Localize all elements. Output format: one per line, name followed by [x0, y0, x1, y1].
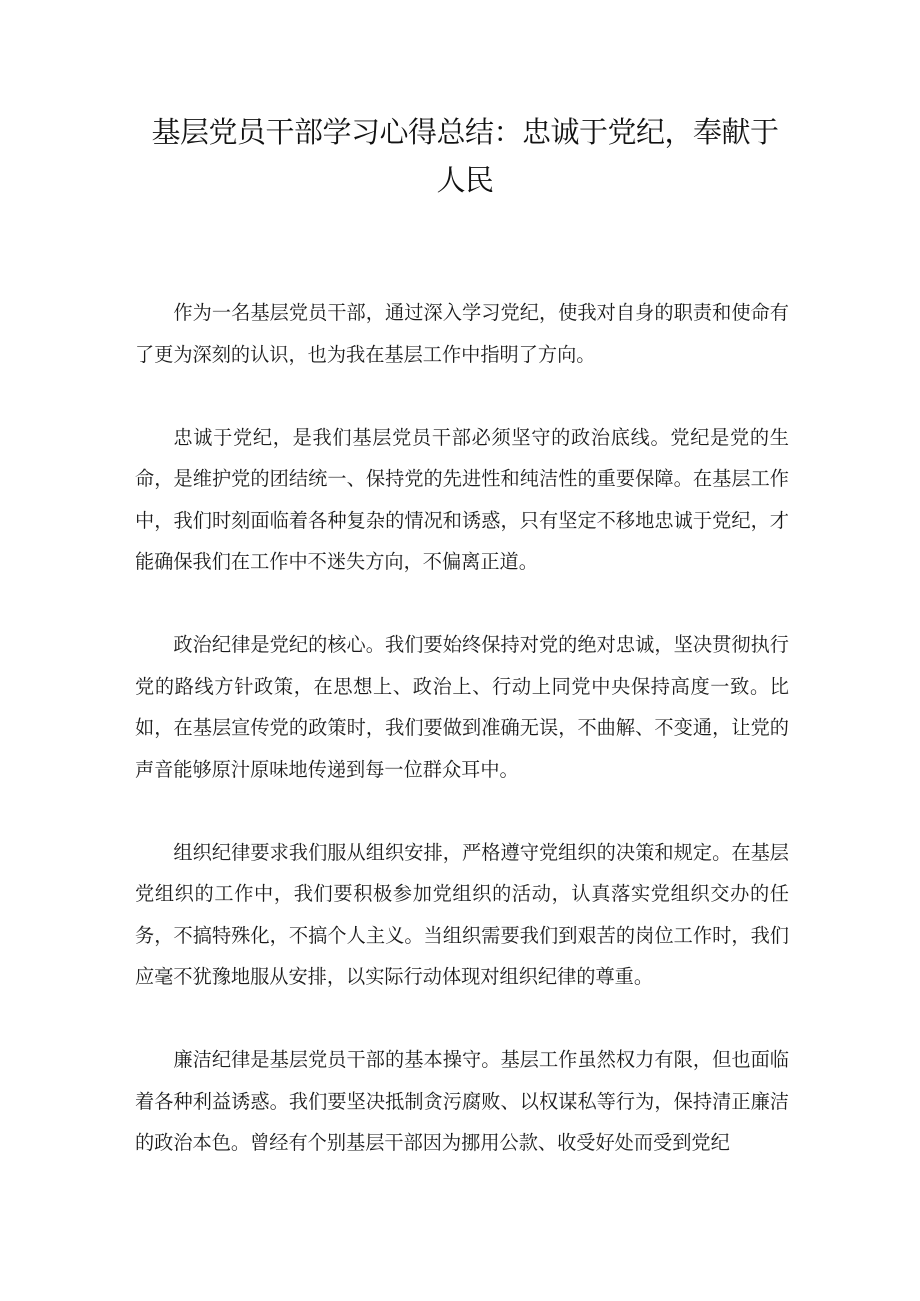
paragraph-political-discipline: 政治纪律是党纪的核心。我们要始终保持对党的绝对忠诚，坚决贯彻执行党的路线方针政策，在思想上、政治上、行动上同党中央保持高度一致。比如，在基层宣传党的政策时，我们要做到准确无误，不曲解、不变通，让党的声音能够原汁原味地传递到每一位群众耳中。: [135, 633, 789, 781]
paragraph-loyalty: 忠诚于党纪，是我们基层党员干部必须坚守的政治底线。党纪是党的生命，是维护党的团结统一、保持党的先进性和纯洁性的重要保障。在基层工作中，我们时刻面临着各种复杂的情况和诱惑，只有坚定不移地忠诚于党纪，才能确保我们在工作中不迷失方向，不偏离正道。: [135, 425, 789, 573]
document-title: 基层党员干部学习心得总结：忠诚于党纪，奉献于人民: [151, 115, 779, 197]
paragraph-organizational-discipline: 组织纪律要求我们服从组织安排，严格遵守党组织的决策和规定。在基层党组织的工作中，我们要积极参加党组织的活动，认真落实党组织交办的任务，不搞特殊化，不搞个人主义。当组织需要我们到艰苦的岗位工作时，我们应毫不犹豫地服从安排，以实际行动体现对组织纪律的尊重。: [135, 840, 789, 988]
document-body: [135, 292, 789, 1205]
paragraph-intro: 作为一名基层党员干部，通过深入学习党纪，使我对自身的职责和使命有了更为深刻的认识，也为我在基层工作中指明了方向。: [135, 301, 789, 366]
paragraph-integrity-discipline: 廉洁纪律是基层党员干部的基本操守。基层工作虽然权力有限，但也面临着各种利益诱惑。我们要坚决抵制贪污腐败、以权谋私等行为，保持清正廉洁的政治本色。曾经有个别基层干部因为挪用公款、收受好处而受到党纪: [135, 1048, 789, 1154]
